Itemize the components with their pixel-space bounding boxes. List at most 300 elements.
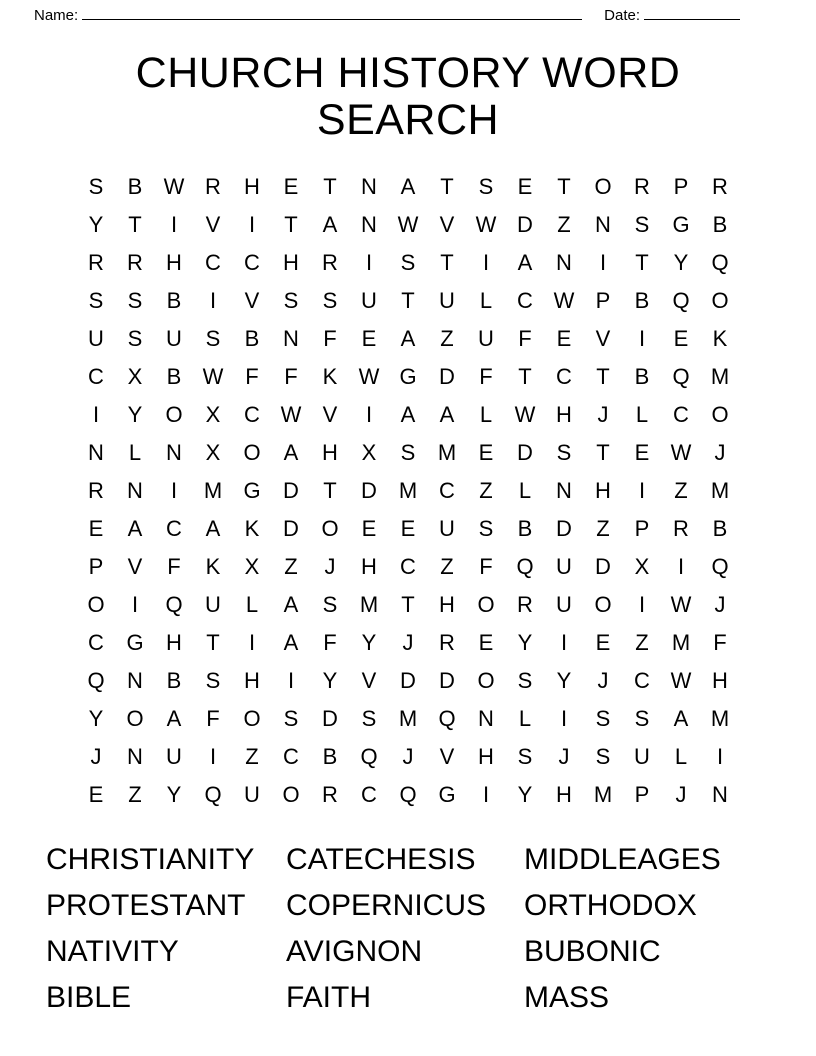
grid-cell[interactable]: B — [712, 211, 728, 237]
grid-cell[interactable]: H — [556, 401, 572, 427]
grid-cell[interactable]: D — [517, 439, 533, 465]
grid-cell[interactable]: I — [560, 705, 568, 731]
grid-cell[interactable]: S — [478, 173, 494, 199]
grid-cell[interactable]: B — [322, 743, 338, 769]
grid-cell[interactable]: U — [439, 287, 455, 313]
grid-cell[interactable]: S — [283, 705, 299, 731]
grid-cell[interactable]: W — [475, 211, 497, 237]
grid-cell[interactable]: T — [440, 249, 454, 275]
grid-cell[interactable]: Q — [399, 781, 417, 807]
grid-cell[interactable]: O — [711, 401, 729, 427]
grid-cell[interactable]: N — [478, 705, 494, 731]
grid-cell[interactable]: M — [203, 477, 223, 503]
grid-cell[interactable]: E — [517, 173, 533, 199]
grid-cell[interactable]: S — [517, 743, 533, 769]
grid-cell[interactable]: A — [400, 173, 416, 199]
grid-cell[interactable]: R — [673, 515, 689, 541]
grid-cell[interactable]: U — [439, 515, 455, 541]
grid-cell[interactable]: I — [599, 249, 607, 275]
grid-cell[interactable]: Q — [360, 743, 378, 769]
grid-cell[interactable]: T — [596, 439, 610, 465]
grid-cell[interactable]: W — [553, 287, 575, 313]
grid-cell[interactable]: B — [166, 667, 182, 693]
grid-cell[interactable]: C — [517, 287, 533, 313]
grid-cell[interactable]: E — [595, 629, 611, 655]
grid-cell[interactable]: T — [401, 287, 415, 313]
grid-cell[interactable]: I — [131, 591, 139, 617]
grid-cell[interactable]: G — [399, 363, 417, 389]
grid-cell[interactable]: O — [711, 287, 729, 313]
grid-cell[interactable]: T — [284, 211, 298, 237]
grid-cell[interactable]: Y — [673, 249, 689, 275]
grid-cell[interactable]: O — [282, 781, 300, 807]
grid-cell[interactable]: I — [482, 249, 490, 275]
grid-cell[interactable]: N — [595, 211, 611, 237]
grid-cell[interactable]: P — [634, 515, 650, 541]
word-list-item[interactable]: CHRISTIANITY — [46, 842, 255, 876]
grid-cell[interactable]: D — [283, 515, 299, 541]
grid-cell[interactable]: N — [127, 667, 143, 693]
grid-cell[interactable]: B — [634, 363, 650, 389]
grid-cell[interactable]: Q — [438, 705, 456, 731]
grid-cell[interactable]: K — [322, 363, 338, 389]
grid-cell[interactable]: M — [710, 705, 730, 731]
grid-cell[interactable]: C — [361, 781, 377, 807]
grid-cell[interactable]: A — [283, 591, 299, 617]
grid-cell[interactable]: Z — [440, 325, 454, 351]
grid-cell[interactable]: M — [593, 781, 613, 807]
grid-cell[interactable]: S — [88, 287, 104, 313]
grid-cell[interactable]: R — [322, 781, 338, 807]
grid-cell[interactable]: U — [244, 781, 260, 807]
grid-cell[interactable]: Q — [87, 667, 105, 693]
grid-cell[interactable]: F — [284, 363, 298, 389]
grid-cell[interactable]: Z — [284, 553, 298, 579]
grid-cell[interactable]: J — [675, 781, 687, 807]
grid-cell[interactable]: J — [558, 743, 570, 769]
grid-cell[interactable]: Z — [128, 781, 142, 807]
grid-cell[interactable]: H — [283, 249, 299, 275]
grid-cell[interactable]: L — [245, 591, 259, 617]
grid-cell[interactable]: V — [595, 325, 611, 351]
grid-cell[interactable]: O — [243, 439, 261, 465]
grid-cell[interactable]: L — [479, 401, 493, 427]
grid-cell[interactable]: F — [167, 553, 181, 579]
grid-cell[interactable]: A — [166, 705, 182, 731]
grid-cell[interactable]: U — [88, 325, 104, 351]
grid-cell[interactable]: D — [361, 477, 377, 503]
grid-cell[interactable]: T — [635, 249, 649, 275]
grid-cell[interactable]: A — [205, 515, 221, 541]
grid-cell[interactable]: Z — [557, 211, 571, 237]
grid-cell[interactable]: O — [165, 401, 183, 427]
grid-cell[interactable]: M — [437, 439, 457, 465]
grid-cell[interactable]: D — [322, 705, 338, 731]
grid-cell[interactable]: Y — [88, 705, 104, 731]
grid-cell[interactable]: M — [710, 363, 730, 389]
grid-cell[interactable]: G — [126, 629, 144, 655]
grid-cell[interactable]: S — [517, 667, 533, 693]
grid-cell[interactable]: E — [478, 629, 494, 655]
grid-cell[interactable]: M — [359, 591, 379, 617]
grid-cell[interactable]: Q — [672, 363, 690, 389]
grid-cell[interactable]: U — [205, 591, 221, 617]
grid-cell[interactable]: P — [673, 173, 689, 199]
grid-cell[interactable]: D — [439, 667, 455, 693]
grid-cell[interactable]: E — [556, 325, 572, 351]
word-list-item[interactable]: PROTESTANT — [46, 888, 246, 922]
grid-cell[interactable]: I — [482, 781, 490, 807]
grid-cell[interactable]: M — [710, 477, 730, 503]
word-list-item[interactable]: BUBONIC — [524, 934, 661, 968]
grid-cell[interactable]: T — [323, 477, 337, 503]
grid-cell[interactable]: T — [128, 211, 142, 237]
grid-cell[interactable]: S — [595, 705, 611, 731]
grid-cell[interactable]: C — [88, 363, 104, 389]
grid-cell[interactable]: Q — [711, 249, 729, 275]
grid-cell[interactable]: T — [596, 363, 610, 389]
grid-cell[interactable]: N — [361, 211, 377, 237]
grid-cell[interactable]: W — [670, 439, 692, 465]
grid-cell[interactable]: H — [322, 439, 338, 465]
grid-cell[interactable]: S — [400, 249, 416, 275]
grid-cell[interactable]: I — [248, 211, 256, 237]
name-write-line[interactable] — [82, 6, 582, 20]
grid-cell[interactable]: V — [205, 211, 221, 237]
grid-cell[interactable]: J — [714, 591, 726, 617]
grid-cell[interactable]: C — [88, 629, 104, 655]
grid-cell[interactable]: B — [712, 515, 728, 541]
grid-cell[interactable]: U — [478, 325, 494, 351]
grid-cell[interactable]: T — [401, 591, 415, 617]
grid-cell[interactable]: D — [400, 667, 416, 693]
grid-cell[interactable]: E — [673, 325, 689, 351]
grid-cell[interactable]: H — [556, 781, 572, 807]
grid-cell[interactable]: P — [634, 781, 650, 807]
grid-cell[interactable]: N — [283, 325, 299, 351]
grid-cell[interactable]: T — [557, 173, 571, 199]
grid-cell[interactable]: S — [322, 591, 338, 617]
grid-cell[interactable]: U — [166, 325, 182, 351]
grid-cell[interactable]: T — [206, 629, 220, 655]
grid-cell[interactable]: O — [477, 591, 495, 617]
grid-cell[interactable]: S — [205, 667, 221, 693]
grid-cell[interactable]: Y — [322, 667, 338, 693]
grid-cell[interactable]: C — [166, 515, 182, 541]
grid-cell[interactable]: V — [439, 743, 455, 769]
grid-cell[interactable]: D — [439, 363, 455, 389]
grid-cell[interactable]: Z — [440, 553, 454, 579]
grid-cell[interactable]: B — [244, 325, 260, 351]
grid-cell[interactable]: J — [402, 629, 414, 655]
grid-cell[interactable]: R — [634, 173, 650, 199]
grid-cell[interactable]: D — [556, 515, 572, 541]
grid-cell[interactable]: H — [244, 667, 260, 693]
grid-cell[interactable]: H — [712, 667, 728, 693]
grid-cell[interactable]: Z — [635, 629, 649, 655]
grid-cell[interactable]: V — [127, 553, 143, 579]
grid-cell[interactable]: J — [402, 743, 414, 769]
grid-cell[interactable]: V — [361, 667, 377, 693]
grid-cell[interactable]: A — [283, 439, 299, 465]
grid-cell[interactable]: I — [716, 743, 724, 769]
grid-cell[interactable]: X — [361, 439, 377, 465]
grid-cell[interactable]: A — [439, 401, 455, 427]
grid-cell[interactable]: A — [400, 401, 416, 427]
grid-cell[interactable]: E — [478, 439, 494, 465]
grid-cell[interactable]: C — [439, 477, 455, 503]
grid-cell[interactable]: B — [634, 287, 650, 313]
grid-cell[interactable]: Y — [127, 401, 143, 427]
grid-cell[interactable]: H — [361, 553, 377, 579]
grid-cell[interactable]: V — [244, 287, 260, 313]
grid-cell[interactable]: U — [556, 553, 572, 579]
grid-cell[interactable]: S — [283, 287, 299, 313]
grid-cell[interactable]: R — [127, 249, 143, 275]
grid-cell[interactable]: E — [400, 515, 416, 541]
grid-cell[interactable]: T — [518, 363, 532, 389]
grid-cell[interactable]: W — [397, 211, 419, 237]
grid-cell[interactable]: L — [674, 743, 688, 769]
grid-cell[interactable]: Y — [166, 781, 182, 807]
grid-cell[interactable]: Y — [517, 629, 533, 655]
grid-cell[interactable]: S — [595, 743, 611, 769]
grid-cell[interactable]: I — [287, 667, 295, 693]
grid-cell[interactable]: Z — [596, 515, 610, 541]
grid-cell[interactable]: N — [361, 173, 377, 199]
grid-cell[interactable]: I — [170, 211, 178, 237]
grid-cell[interactable]: J — [597, 401, 609, 427]
grid-cell[interactable]: C — [205, 249, 221, 275]
grid-cell[interactable]: Z — [245, 743, 259, 769]
grid-cell[interactable]: M — [398, 477, 418, 503]
grid-cell[interactable]: K — [244, 515, 260, 541]
grid-cell[interactable]: A — [283, 629, 299, 655]
grid-cell[interactable]: W — [163, 173, 185, 199]
grid-cell[interactable]: X — [127, 363, 143, 389]
grid-cell[interactable]: D — [595, 553, 611, 579]
grid-cell[interactable]: S — [127, 325, 143, 351]
grid-cell[interactable]: M — [671, 629, 691, 655]
word-list-item[interactable]: MIDDLEAGES — [524, 842, 721, 876]
grid-cell[interactable]: I — [638, 477, 646, 503]
grid-cell[interactable]: N — [556, 249, 572, 275]
grid-cell[interactable]: O — [477, 667, 495, 693]
grid-cell[interactable]: E — [634, 439, 650, 465]
grid-cell[interactable]: R — [322, 249, 338, 275]
grid-cell[interactable]: X — [634, 553, 650, 579]
grid-cell[interactable]: Q — [165, 591, 183, 617]
grid-cell[interactable]: C — [400, 553, 416, 579]
grid-cell[interactable]: I — [677, 553, 685, 579]
grid-cell[interactable]: C — [673, 401, 689, 427]
grid-cell[interactable]: D — [283, 477, 299, 503]
grid-cell[interactable]: B — [166, 363, 182, 389]
grid-cell[interactable]: H — [595, 477, 611, 503]
word-list-item[interactable]: FAITH — [286, 980, 372, 1014]
grid-cell[interactable]: W — [358, 363, 380, 389]
word-list-item[interactable]: ORTHODOX — [524, 888, 697, 922]
word-list-item[interactable]: NATIVITY — [46, 934, 179, 968]
grid-cell[interactable]: N — [556, 477, 572, 503]
grid-cell[interactable]: N — [88, 439, 104, 465]
grid-cell[interactable]: M — [398, 705, 418, 731]
grid-cell[interactable]: Z — [479, 477, 493, 503]
grid-cell[interactable]: E — [88, 781, 104, 807]
grid-cell[interactable]: S — [634, 705, 650, 731]
grid-cell[interactable]: U — [556, 591, 572, 617]
grid-cell[interactable]: G — [438, 781, 456, 807]
grid-cell[interactable]: Y — [517, 781, 533, 807]
grid-cell[interactable]: V — [439, 211, 455, 237]
grid-cell[interactable]: Q — [204, 781, 222, 807]
grid-cell[interactable]: W — [202, 363, 224, 389]
grid-cell[interactable]: A — [673, 705, 689, 731]
grid-cell[interactable]: J — [324, 553, 336, 579]
grid-cell[interactable]: S — [361, 705, 377, 731]
grid-cell[interactable]: N — [712, 781, 728, 807]
grid-cell[interactable]: E — [361, 325, 377, 351]
grid-cell[interactable]: X — [244, 553, 260, 579]
grid-cell[interactable]: H — [166, 249, 182, 275]
grid-cell[interactable]: O — [594, 173, 612, 199]
grid-cell[interactable]: E — [88, 515, 104, 541]
grid-cell[interactable]: F — [206, 705, 220, 731]
grid-cell[interactable]: O — [321, 515, 339, 541]
grid-cell[interactable]: X — [205, 401, 221, 427]
grid-cell[interactable]: F — [245, 363, 259, 389]
grid-cell[interactable]: O — [126, 705, 144, 731]
grid-cell[interactable]: F — [518, 325, 532, 351]
grid-cell[interactable]: P — [595, 287, 611, 313]
grid-cell[interactable]: Q — [672, 287, 690, 313]
grid-cell[interactable]: H — [439, 591, 455, 617]
grid-cell[interactable]: S — [322, 287, 338, 313]
grid-cell[interactable]: A — [400, 325, 416, 351]
grid-cell[interactable]: K — [712, 325, 728, 351]
grid-cell[interactable]: U — [166, 743, 182, 769]
grid-cell[interactable]: E — [361, 515, 377, 541]
grid-cell[interactable]: A — [127, 515, 143, 541]
grid-cell[interactable]: X — [205, 439, 221, 465]
grid-cell[interactable]: I — [560, 629, 568, 655]
grid-cell[interactable]: T — [440, 173, 454, 199]
word-list-item[interactable]: CATECHESIS — [286, 842, 476, 876]
grid-cell[interactable]: Y — [361, 629, 377, 655]
grid-cell[interactable]: G — [672, 211, 690, 237]
grid-cell[interactable]: U — [361, 287, 377, 313]
grid-cell[interactable]: Q — [711, 553, 729, 579]
grid-cell[interactable]: B — [166, 287, 182, 313]
grid-cell[interactable]: A — [517, 249, 533, 275]
grid-cell[interactable]: O — [594, 591, 612, 617]
grid-cell[interactable]: L — [635, 401, 649, 427]
word-list-item[interactable]: MASS — [524, 980, 610, 1014]
grid-cell[interactable]: F — [323, 629, 337, 655]
grid-cell[interactable]: A — [322, 211, 338, 237]
grid-cell[interactable]: L — [518, 477, 532, 503]
grid-cell[interactable]: I — [248, 629, 256, 655]
grid-cell[interactable]: S — [556, 439, 572, 465]
grid-cell[interactable]: H — [478, 743, 494, 769]
grid-cell[interactable]: S — [205, 325, 221, 351]
grid-cell[interactable]: L — [128, 439, 142, 465]
grid-cell[interactable]: C — [244, 401, 260, 427]
grid-cell[interactable]: W — [670, 667, 692, 693]
grid-cell[interactable]: C — [283, 743, 299, 769]
grid-cell[interactable]: B — [127, 173, 143, 199]
grid-cell[interactable]: I — [209, 743, 217, 769]
grid-cell[interactable]: Y — [556, 667, 572, 693]
grid-cell[interactable]: I — [170, 477, 178, 503]
grid-cell[interactable]: R — [517, 591, 533, 617]
grid-cell[interactable]: I — [365, 401, 373, 427]
grid-cell[interactable]: W — [280, 401, 302, 427]
grid-cell[interactable]: N — [166, 439, 182, 465]
grid-cell[interactable]: C — [634, 667, 650, 693]
grid-cell[interactable]: D — [517, 211, 533, 237]
grid-cell[interactable]: R — [712, 173, 728, 199]
grid-cell[interactable]: I — [638, 325, 646, 351]
grid-cell[interactable]: K — [205, 553, 221, 579]
grid-cell[interactable]: I — [92, 401, 100, 427]
grid-cell[interactable]: Q — [516, 553, 534, 579]
grid-cell[interactable]: T — [323, 173, 337, 199]
grid-cell[interactable]: H — [244, 173, 260, 199]
grid-cell[interactable]: S — [127, 287, 143, 313]
grid-cell[interactable]: N — [127, 477, 143, 503]
grid-cell[interactable]: F — [323, 325, 337, 351]
grid-cell[interactable]: E — [283, 173, 299, 199]
grid-cell[interactable]: V — [322, 401, 338, 427]
grid-cell[interactable]: H — [166, 629, 182, 655]
grid-cell[interactable]: J — [90, 743, 102, 769]
grid-cell[interactable]: S — [400, 439, 416, 465]
grid-cell[interactable]: W — [670, 591, 692, 617]
grid-cell[interactable]: U — [634, 743, 650, 769]
grid-cell[interactable]: J — [714, 439, 726, 465]
grid-cell[interactable]: Y — [88, 211, 104, 237]
grid-cell[interactable]: F — [479, 363, 493, 389]
grid-cell[interactable]: R — [205, 173, 221, 199]
word-list-item[interactable]: AVIGNON — [286, 934, 423, 968]
grid-cell[interactable]: R — [88, 477, 104, 503]
grid-cell[interactable]: O — [243, 705, 261, 731]
grid-cell[interactable]: Z — [674, 477, 688, 503]
date-write-line[interactable] — [644, 6, 740, 20]
grid-cell[interactable]: B — [517, 515, 533, 541]
grid-cell[interactable]: S — [634, 211, 650, 237]
grid-cell[interactable]: L — [518, 705, 532, 731]
word-list-item[interactable]: COPERNICUS — [286, 888, 487, 922]
grid-cell[interactable]: S — [478, 515, 494, 541]
grid-cell[interactable]: I — [209, 287, 217, 313]
grid-cell[interactable]: R — [439, 629, 455, 655]
grid-cell[interactable]: S — [88, 173, 104, 199]
grid-cell[interactable]: C — [244, 249, 260, 275]
grid-cell[interactable]: I — [638, 591, 646, 617]
grid-cell[interactable]: O — [87, 591, 105, 617]
grid-cell[interactable]: C — [556, 363, 572, 389]
grid-cell[interactable]: N — [127, 743, 143, 769]
grid-cell[interactable]: W — [514, 401, 536, 427]
grid-cell[interactable]: L — [479, 287, 493, 313]
grid-cell[interactable]: G — [243, 477, 261, 503]
grid-cell[interactable]: I — [365, 249, 373, 275]
grid-cell[interactable]: R — [88, 249, 104, 275]
word-list-item[interactable]: BIBLE — [46, 980, 132, 1014]
grid-cell[interactable]: P — [88, 553, 104, 579]
